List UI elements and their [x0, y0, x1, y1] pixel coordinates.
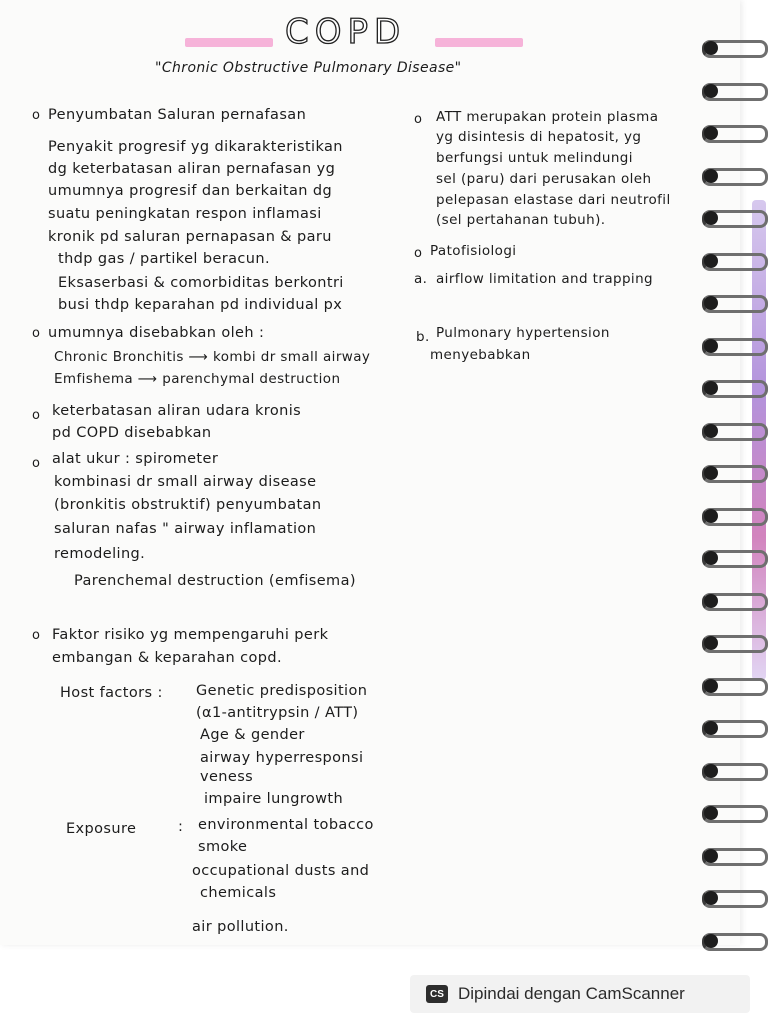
note-line: ATT merupakan protein plasma [436, 109, 659, 125]
binding-hole [704, 41, 718, 55]
page-title: COPD [285, 12, 407, 52]
binding-hole [704, 551, 718, 565]
binding-hole [704, 849, 718, 863]
note-line: saluran nafas " airway inflamation [54, 521, 317, 537]
note-line: berfungsi untuk melindungi [436, 150, 633, 166]
note-line: smoke [198, 839, 248, 855]
binding-hole [704, 339, 718, 353]
camscanner-watermark [410, 975, 750, 1013]
binding-hole [704, 934, 718, 948]
binding-hole [704, 594, 718, 608]
note-line: thdp gas / partikel beracun. [58, 251, 270, 267]
note-heading: alat ukur : spirometer [52, 451, 219, 467]
exposure-label: Exposure [66, 821, 137, 837]
note-line: (bronkitis obstruktif) penyumbatan [54, 497, 322, 513]
note-line: Chronic Bronchitis ⟶ kombi dr small airway [54, 349, 371, 365]
note-line: airway hyperresponsi [200, 750, 364, 766]
note-line: yg disintesis di hepatosit, yg [436, 129, 642, 145]
note-line: airflow limitation and trapping [436, 271, 654, 287]
title-highlight-right [435, 38, 523, 47]
note-line: keterbatasan aliran udara kronis [52, 403, 302, 419]
note-line: kronik pd saluran pernapasan & paru [48, 229, 332, 245]
note-line: occupational dusts and [192, 863, 370, 879]
note-line: sel (paru) dari perusakan oleh [436, 171, 652, 187]
host-factors-label: Host factors : [60, 685, 163, 701]
note-line: chemicals [200, 885, 277, 901]
note-line: environmental tobacco [198, 817, 374, 833]
note-line: air pollution. [192, 919, 289, 935]
note-line: dg keterbatasan aliran pernafasan yg [48, 161, 336, 177]
binding-hole [704, 211, 718, 225]
note-line: Emfishema ⟶ parenchymal destruction [54, 371, 341, 387]
binding-hole [704, 296, 718, 310]
title-block [185, 8, 525, 60]
note-line: Parenchemal destruction (emfisema) [74, 573, 356, 589]
watermark-text: Dipindai dengan CamScanner [458, 984, 685, 1003]
note-heading: umumnya disebabkan oleh : [48, 325, 265, 341]
binding-hole [704, 466, 718, 480]
binding-hole [704, 679, 718, 693]
note-line: Age & gender [200, 727, 305, 743]
binding-hole [704, 636, 718, 650]
bullet-marker: o [32, 408, 41, 423]
camscanner-logo-icon: CS [426, 985, 448, 1003]
title-highlight-left [185, 38, 273, 47]
binding-hole [704, 424, 718, 438]
bullet-marker: o [32, 456, 41, 471]
bullet-marker: o [414, 246, 423, 261]
binding-hole [704, 126, 718, 140]
note-line: pelepasan elastase dari neutrofil [436, 192, 671, 208]
binding-hole [704, 509, 718, 523]
note-heading: Penyumbatan Saluran pernafasan [48, 107, 307, 123]
page-subtitle: "Chronic Obstructive Pulmonary Disease" [155, 60, 462, 76]
bullet-marker: o [32, 108, 41, 123]
note-line: Faktor risiko yg mempengaruhi perk [52, 627, 329, 643]
note-line: remodeling. [54, 546, 146, 562]
list-marker: b. [416, 329, 430, 345]
binding-hole [704, 721, 718, 735]
note-line: kombinasi dr small airway disease [54, 474, 317, 490]
note-line: suatu peningkatan respon inflamasi [48, 206, 322, 222]
spiral-binding [698, 0, 768, 960]
exposure-colon: : [178, 819, 184, 835]
note-line: (sel pertahanan tubuh). [436, 212, 606, 228]
note-line: Pulmonary hypertension [436, 325, 610, 341]
note-line: Eksaserbasi & comorbiditas berkontri [58, 275, 344, 291]
note-line: (α1-antitrypsin / ATT) [196, 705, 359, 721]
note-line: embangan & keparahan copd. [52, 650, 283, 666]
bullet-marker: o [32, 628, 41, 643]
note-line: umumnya progresif dan berkaitan dg [48, 183, 333, 199]
binding-hole [704, 764, 718, 778]
binding-hole [704, 806, 718, 820]
note-line: menyebabkan [430, 347, 531, 363]
bullet-marker: o [32, 326, 41, 341]
note-line: impaire lungrowth [204, 791, 344, 807]
binding-hole [704, 254, 718, 268]
binding-hole [704, 381, 718, 395]
binding-hole [704, 891, 718, 905]
bullet-marker: o [414, 112, 423, 127]
note-heading: Patofisiologi [430, 243, 517, 259]
list-marker: a. [414, 271, 428, 287]
binding-hole [704, 169, 718, 183]
note-line: Penyakit progresif yg dikarakteristikan [48, 139, 343, 155]
note-line: pd COPD disebabkan [52, 425, 212, 441]
note-line: Genetic predisposition [196, 683, 368, 699]
note-line: veness [200, 769, 254, 785]
note-line: busi thdp keparahan pd individual px [58, 297, 343, 313]
binding-hole [704, 84, 718, 98]
